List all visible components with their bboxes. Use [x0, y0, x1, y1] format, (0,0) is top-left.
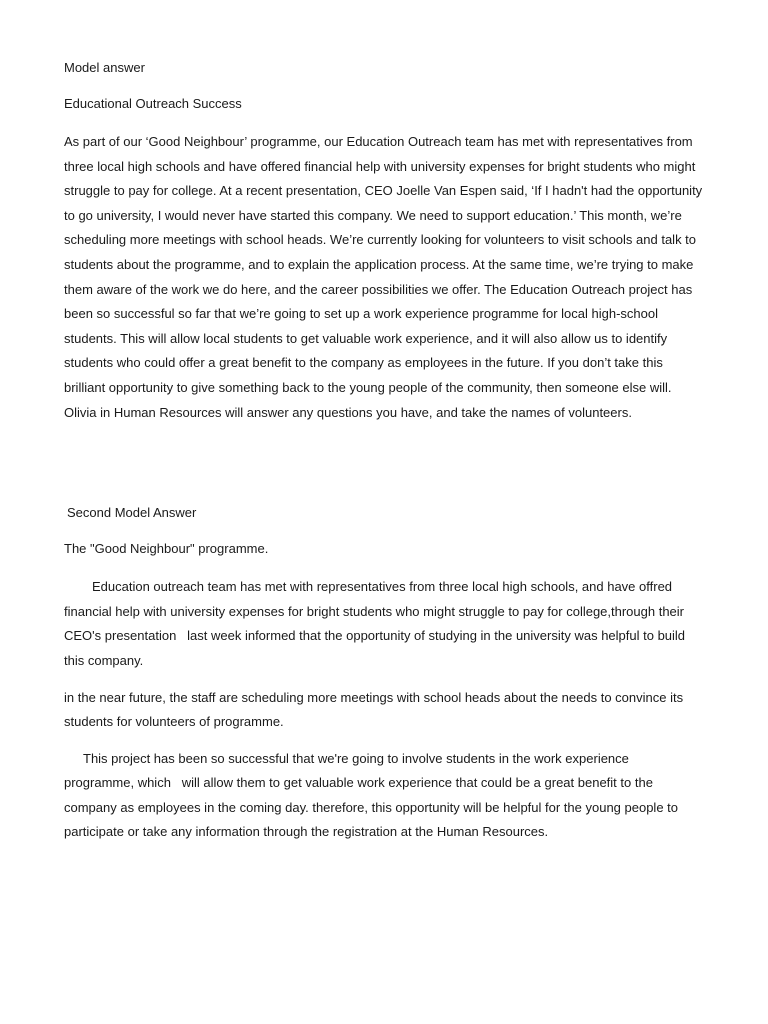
- paragraph-line: this company.: [64, 652, 144, 668]
- paragraph-line: students for volunteers of programme.: [64, 714, 284, 730]
- paragraph-4: [64, 747, 706, 845]
- paragraph-line: company as employees in the coming day. therefore, this opportunity will be helpful for the young people to: [64, 799, 679, 815]
- paragraph-line: financial help with university expenses for bright students who might struggle to pay for college,through their: [64, 603, 685, 619]
- paragraph-line: students about the programme, and to explain the application process. At the same time, we’re trying to make: [64, 256, 694, 272]
- article-title: Educational Outreach Success: [64, 96, 242, 111]
- paragraph-line: three local high schools and have offered financial help with university expenses for bright students who might: [64, 158, 696, 174]
- document-page: [64, 58, 706, 845]
- paragraph-line: programme, which will allow them to get valuable work experience that could be a great benefit to the: [64, 775, 653, 791]
- paragraph-line: Education outreach team has met with representatives from three local high schools, and have offred: [92, 579, 673, 595]
- second-article-title: The "Good Neighbour" programme.: [64, 541, 269, 557]
- paragraph-2: [64, 575, 706, 673]
- paragraph-line: CEO's presentation last week informed that the opportunity of studying in the university was helpful to build: [64, 628, 686, 644]
- paragraph-line: participate or take any information through the registration at the Human Resources.: [64, 824, 549, 840]
- second-model-answer-heading: Second Model Answer: [67, 505, 197, 521]
- paragraph-line: in the near future, the staff are scheduling more meetings with school heads about the needs to convince its: [64, 689, 684, 705]
- paragraph-line: brilliant opportunity to give something back to the young people of the community, then someone else will.: [64, 379, 672, 395]
- model-answer-heading: Model answer: [64, 60, 145, 75]
- paragraph-line: scheduling more meetings with school heads. We’re currently looking for volunteers to visit schools and talk to: [64, 232, 697, 248]
- paragraph-line: struggle to pay for college. At a recent presentation, CEO Joelle Van Espen said, ‘If I hadn't had the opportunity: [64, 183, 703, 199]
- paragraph-line: Olivia in Human Resources will answer any questions you have, and take the names of volunteers.: [64, 404, 632, 420]
- paragraph-1: [64, 130, 706, 425]
- paragraph-line: students who could offer a great benefit to the company as employees in the future. If you don’t take this: [64, 355, 663, 371]
- paragraph-line: to go university, I would never have started this company. We need to support education.’ This month, we’re: [64, 207, 682, 223]
- section-gap: [64, 425, 706, 503]
- paragraph-line: As part of our ‘Good Neighbour’ programme, our Education Outreach team has met with representatives from: [64, 134, 693, 149]
- paragraph-3: [64, 686, 706, 735]
- paragraph-line: students. This will allow local students to get valuable work experience, and it will also allow us to identify: [64, 330, 668, 346]
- paragraph-line: been so successful so far that we’re going to set up a work experience programme for local high-school: [64, 306, 658, 322]
- paragraph-line: This project has been so successful that we're going to involve students in the work experience: [83, 750, 629, 766]
- paragraph-line: them aware of the work we do here, and the career possibilities we offer. The Education Outreach project has: [64, 281, 693, 297]
